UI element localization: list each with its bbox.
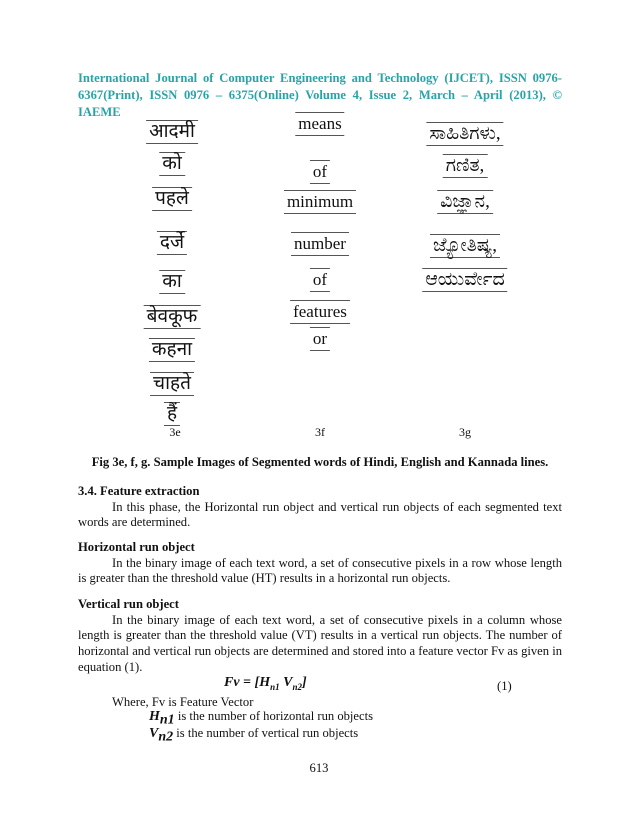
- section-vertical-run: [78, 597, 562, 676]
- header-line-2: 6367(Print), ISSN 0976 – 6375(Online) Volume 4, Issue 2, March – April (2013), © IAEME: [78, 88, 562, 119]
- section-text: In the binary image of each text word, a set of consecutive pixels in a row whose length is greater than the threshold value (HT) results in a horizontal run objects.: [78, 555, 562, 586]
- english-word: of: [310, 268, 330, 292]
- hindi-word: हैं: [164, 402, 180, 426]
- section-horizontal-run: [78, 540, 562, 587]
- english-word: of: [310, 160, 330, 184]
- kannada-word: ವಿಜ್ಞಾನ,: [437, 190, 493, 214]
- hindi-word: का: [159, 270, 185, 294]
- hindi-word: आदमी: [146, 120, 198, 144]
- eq-h: H: [259, 675, 271, 690]
- english-word: number: [291, 232, 349, 256]
- h-symbol: H: [149, 709, 160, 724]
- where-v: [149, 726, 358, 746]
- eq-v: V: [283, 675, 293, 690]
- equation: [224, 675, 307, 692]
- equation-number: (1): [497, 679, 512, 693]
- section-feature-extraction: [78, 484, 562, 531]
- where-intro: Where, Fv is Feature Vector: [112, 695, 254, 709]
- eq-hsub: n1: [270, 681, 280, 692]
- hindi-word: पहले: [152, 187, 192, 211]
- hindi-word: बेवकूफ: [144, 305, 201, 329]
- label-3g: 3g: [459, 425, 471, 439]
- section-text: In this phase, the Horizontal run object and vertical run objects of each segmented text words are determined.: [78, 499, 562, 530]
- kannada-word: ಸಾಹಿತಿಗಳು,: [426, 122, 503, 146]
- v-sub: n2: [158, 729, 174, 745]
- hindi-word: को: [159, 152, 185, 176]
- h-def: is the number of horizontal run objects: [174, 709, 373, 723]
- v-symbol: V: [149, 726, 159, 741]
- section-heading: Vertical run object: [78, 597, 179, 611]
- eq-close: ]: [301, 675, 307, 690]
- english-word: or: [310, 327, 330, 351]
- page-number: 613: [309, 761, 329, 775]
- section-heading: 3.4. Feature extraction: [78, 484, 200, 498]
- header-line-1: International Journal of Computer Engineering and Technology (IJCET), ISSN 0976-: [78, 71, 562, 85]
- english-word: means: [295, 112, 344, 136]
- section-heading: Horizontal run object: [78, 540, 195, 554]
- v-def: is the number of vertical run objects: [173, 726, 359, 740]
- english-word: features: [290, 300, 350, 324]
- section-text: In the binary image of each text word, a set of consecutive pixels in a column whose length is greater than the threshold value (VT) results in a vertical run objects. The number of horizontal and vertical run objects are determined and stored into a feature vector Fv as given in equation (1).: [78, 612, 562, 674]
- hindi-word: दर्जे: [157, 231, 187, 255]
- h-sub: n1: [159, 712, 175, 728]
- figure-caption: Fig 3e, f, g. Sample Images of Segmented words of Hindi, English and Kannada lines.: [91, 455, 549, 469]
- label-3f: 3f: [315, 425, 325, 439]
- eq-lhs: Fv = [: [224, 675, 260, 690]
- english-word: minimum: [284, 190, 356, 214]
- hindi-word: कहना: [149, 338, 195, 362]
- eq-vsub: n2: [292, 681, 302, 692]
- label-3e: 3e: [169, 425, 181, 439]
- hindi-word: चाहते: [150, 372, 194, 396]
- kannada-word: ಆಯುರ್ವೇದ: [422, 268, 507, 292]
- kannada-word: ಗಣಿತ,: [443, 154, 488, 178]
- kannada-word: ಜ್ಯೋತಿಷ್ಯ,: [430, 234, 500, 258]
